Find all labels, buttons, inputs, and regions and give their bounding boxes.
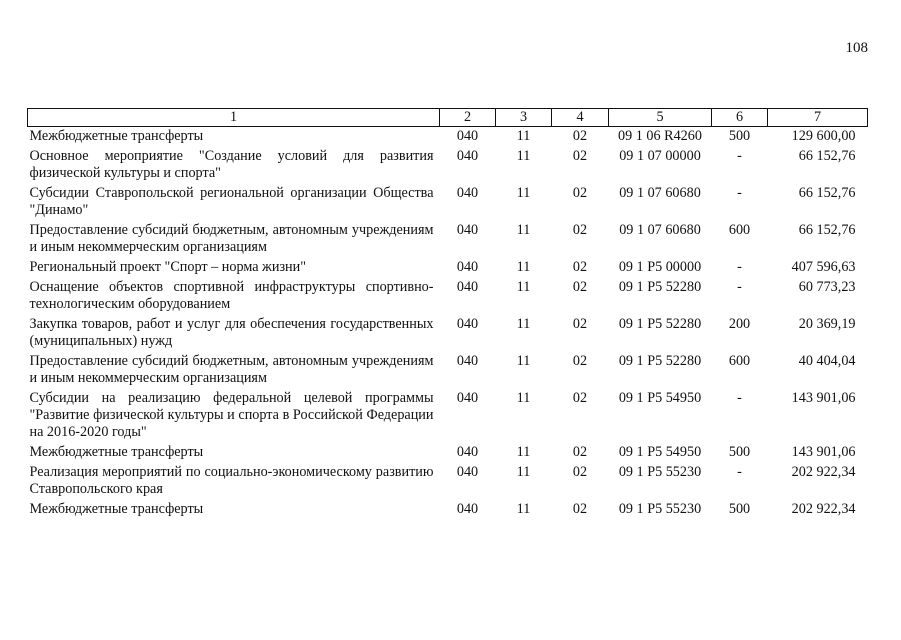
column-header: 7 xyxy=(768,109,868,127)
table-row xyxy=(28,500,868,520)
section-code-cell: 11 xyxy=(516,222,531,238)
table-row xyxy=(28,352,868,389)
row-name-cell: Межбюджетные трансферты xyxy=(29,128,204,144)
target-article-cell: 09 1 07 60680 xyxy=(619,185,701,201)
table-row xyxy=(28,258,868,278)
column-header: 6 xyxy=(712,109,768,127)
admin-code-cell: 040 xyxy=(456,185,479,201)
subsection-code-cell: 02 xyxy=(572,222,588,238)
section-code-cell: 11 xyxy=(516,259,531,275)
subsection-code-cell: 02 xyxy=(572,444,588,460)
subsection-code-cell: 02 xyxy=(572,148,588,164)
subsection-code-cell: 02 xyxy=(572,390,588,406)
table-row xyxy=(28,184,868,221)
target-article-cell: 09 1 06 R4260 xyxy=(618,128,702,144)
admin-code-cell: 040 xyxy=(456,464,479,480)
amount-cell: 60 773,23 xyxy=(798,279,856,295)
row-name-cell: Закупка товаров, работ и услуг для обеспечения государственных (муниципальных) нужд xyxy=(29,316,434,349)
row-name-cell: Субсидии на реализацию федеральной целевой программы "Развитие физической культуры и спорта в Российской Федерации на 2016-2020 годы" xyxy=(29,390,434,440)
table-row xyxy=(28,147,868,184)
expense-type-cell: 500 xyxy=(728,128,751,144)
admin-code-cell: 040 xyxy=(456,353,479,369)
expense-type-cell: 500 xyxy=(728,501,751,517)
section-code-cell: 11 xyxy=(516,353,531,369)
header-row xyxy=(28,109,868,127)
expense-type-cell: 600 xyxy=(728,222,751,238)
amount-cell: 66 152,76 xyxy=(798,222,856,238)
admin-code-cell: 040 xyxy=(456,128,479,144)
column-header: 1 xyxy=(28,109,440,127)
table-row xyxy=(28,315,868,352)
expense-type-cell: - xyxy=(737,464,742,480)
target-article-cell: 09 1 P5 55230 xyxy=(618,464,702,480)
section-code-cell: 11 xyxy=(516,444,531,460)
table-row xyxy=(28,221,868,258)
section-code-cell: 11 xyxy=(516,501,531,517)
target-article-cell: 09 1 07 00000 xyxy=(619,148,701,164)
subsection-code-cell: 02 xyxy=(572,185,588,201)
amount-cell: 143 901,06 xyxy=(791,444,856,460)
amount-cell: 202 922,34 xyxy=(791,501,856,517)
admin-code-cell: 040 xyxy=(456,501,479,517)
expense-type-cell: - xyxy=(737,259,742,275)
expense-type-cell: 500 xyxy=(728,444,751,460)
amount-cell: 407 596,63 xyxy=(791,259,856,275)
expense-type-cell: 600 xyxy=(728,353,751,369)
column-header: 2 xyxy=(440,109,496,127)
expense-type-cell: - xyxy=(737,390,742,406)
section-code-cell: 11 xyxy=(516,128,531,144)
admin-code-cell: 040 xyxy=(456,259,479,275)
row-name-cell: Субсидии Ставропольской региональной организации Общества "Динамо" xyxy=(29,185,434,218)
target-article-cell: 09 1 P5 52280 xyxy=(618,279,702,295)
target-article-cell: 09 1 P5 00000 xyxy=(618,259,702,275)
row-name-cell: Основное мероприятие "Создание условий для развития физической культуры и спорта" xyxy=(29,148,434,181)
column-header: 5 xyxy=(609,109,712,127)
row-name-cell: Межбюджетные трансферты xyxy=(29,501,204,517)
amount-cell: 143 901,06 xyxy=(791,390,856,406)
section-code-cell: 11 xyxy=(516,316,531,332)
subsection-code-cell: 02 xyxy=(572,316,588,332)
admin-code-cell: 040 xyxy=(456,279,479,295)
admin-code-cell: 040 xyxy=(456,148,479,164)
expense-type-cell: - xyxy=(737,279,742,295)
row-name-cell: Межбюджетные трансферты xyxy=(29,444,204,460)
section-code-cell: 11 xyxy=(516,464,531,480)
target-article-cell: 09 1 07 60680 xyxy=(619,222,701,238)
section-code-cell: 11 xyxy=(516,148,531,164)
subsection-code-cell: 02 xyxy=(572,464,588,480)
section-code-cell: 11 xyxy=(516,185,531,201)
amount-cell: 20 369,19 xyxy=(798,316,856,332)
row-name-cell: Предоставление субсидий бюджетным, автономным учреждениям и иным некоммерческим организациям xyxy=(29,222,434,255)
subsection-code-cell: 02 xyxy=(572,259,588,275)
budget-table xyxy=(27,108,868,520)
admin-code-cell: 040 xyxy=(456,390,479,406)
target-article-cell: 09 1 P5 55230 xyxy=(618,501,702,517)
amount-cell: 66 152,76 xyxy=(798,185,856,201)
row-name-cell: Региональный проект "Спорт – норма жизни" xyxy=(29,259,307,275)
subsection-code-cell: 02 xyxy=(572,353,588,369)
row-name-cell: Предоставление субсидий бюджетным, автономным учреждениям и иным некоммерческим организациям xyxy=(29,353,434,386)
target-article-cell: 09 1 P5 52280 xyxy=(618,316,702,332)
column-header: 3 xyxy=(496,109,552,127)
expense-type-cell: - xyxy=(737,148,742,164)
amount-cell: 66 152,76 xyxy=(798,148,856,164)
subsection-code-cell: 02 xyxy=(572,501,588,517)
table-row xyxy=(28,389,868,443)
target-article-cell: 09 1 P5 54950 xyxy=(618,390,702,406)
target-article-cell: 09 1 P5 52280 xyxy=(618,353,702,369)
amount-cell: 40 404,04 xyxy=(798,353,856,369)
column-header: 4 xyxy=(552,109,609,127)
page-number: 108 xyxy=(845,40,868,56)
table-row xyxy=(28,463,868,500)
expense-type-cell: - xyxy=(737,185,742,201)
amount-cell: 202 922,34 xyxy=(791,464,856,480)
row-name-cell: Оснащение объектов спортивной инфраструктуры спортивно-технологическим оборудованием xyxy=(29,279,434,312)
table-row xyxy=(28,278,868,315)
table-row xyxy=(28,443,868,463)
section-code-cell: 11 xyxy=(516,279,531,295)
subsection-code-cell: 02 xyxy=(572,128,588,144)
section-code-cell: 11 xyxy=(516,390,531,406)
admin-code-cell: 040 xyxy=(456,222,479,238)
target-article-cell: 09 1 P5 54950 xyxy=(618,444,702,460)
subsection-code-cell: 02 xyxy=(572,279,588,295)
table-body xyxy=(28,127,868,521)
expense-type-cell: 200 xyxy=(728,316,751,332)
table-row xyxy=(28,127,868,148)
admin-code-cell: 040 xyxy=(456,316,479,332)
amount-cell: 129 600,00 xyxy=(791,128,856,144)
admin-code-cell: 040 xyxy=(456,444,479,460)
row-name-cell: Реализация мероприятий по социально-экономическому развитию Ставропольского края xyxy=(29,464,434,497)
